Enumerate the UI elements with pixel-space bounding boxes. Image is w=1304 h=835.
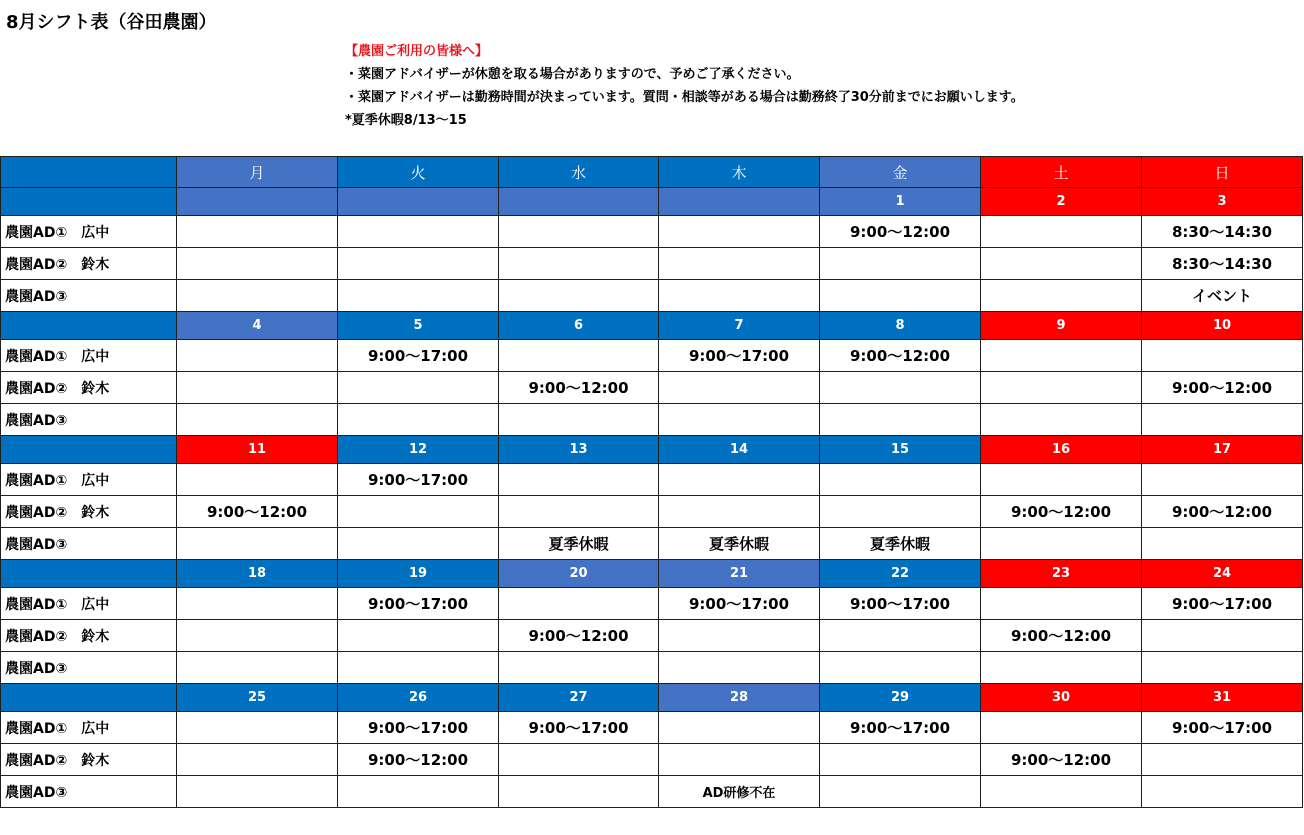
shift-cell: 9:00〜17:00: [659, 588, 820, 620]
shift-cell: [820, 248, 981, 280]
date-row-label-cell: [1, 436, 177, 464]
shift-cell: [981, 248, 1142, 280]
shift-cell: [981, 464, 1142, 496]
shift-cell: 8:30〜14:30: [1142, 248, 1303, 280]
staff-name-cell: 農園AD② 鈴木: [1, 744, 177, 776]
shift-cell: [499, 248, 659, 280]
shift-cell: [659, 652, 820, 684]
shift-cell: 9:00〜17:00: [659, 340, 820, 372]
shift-cell: [338, 248, 499, 280]
shift-cell: [981, 588, 1142, 620]
date-cell: 26: [338, 684, 499, 712]
staff-row: [1, 464, 1303, 496]
shift-cell: [659, 404, 820, 436]
shift-cell: 9:00〜12:00: [499, 372, 659, 404]
date-row-label-cell: [1, 188, 177, 216]
shift-cell: 9:00〜12:00: [338, 744, 499, 776]
shift-cell: [820, 496, 981, 528]
date-cell: [177, 188, 338, 216]
staff-row: [1, 652, 1303, 684]
weekday-header: 金: [820, 157, 981, 188]
shift-cell: イベント: [1142, 280, 1303, 312]
shift-cell: [177, 216, 338, 248]
shift-cell: [659, 248, 820, 280]
page-title: 8月シフト表（谷田農園）: [6, 12, 217, 33]
shift-cell: AD研修不在: [659, 776, 820, 808]
weekday-header: 土: [981, 157, 1142, 188]
staff-name-cell: 農園AD① 広中: [1, 464, 177, 496]
shift-cell: [338, 620, 499, 652]
shift-cell: [338, 216, 499, 248]
notice-line-hours: ・菜園アドバイザーは勤務時間が決まっています。質問・相談等がある場合は勤務終了30分前までにお願いします。: [345, 90, 1024, 105]
date-row-label-cell: [1, 560, 177, 588]
date-cell: 27: [499, 684, 659, 712]
staff-row: [1, 372, 1303, 404]
staff-name-cell: 農園AD② 鈴木: [1, 620, 177, 652]
date-row-label-cell: [1, 684, 177, 712]
notice-heading: 【農園ご利用の皆様へ】: [345, 44, 489, 59]
shift-cell: 9:00〜12:00: [1142, 496, 1303, 528]
staff-name-cell: 農園AD② 鈴木: [1, 496, 177, 528]
shift-cell: [659, 464, 820, 496]
shift-cell: [1142, 340, 1303, 372]
date-cell: 10: [1142, 312, 1303, 340]
shift-cell: [981, 652, 1142, 684]
shift-cell: [820, 620, 981, 652]
shift-cell: 9:00〜12:00: [981, 496, 1142, 528]
shift-cell: [659, 216, 820, 248]
shift-cell: [981, 404, 1142, 436]
shift-cell: 9:00〜17:00: [338, 588, 499, 620]
staff-row: [1, 404, 1303, 436]
shift-cell: [659, 744, 820, 776]
staff-row: [1, 280, 1303, 312]
date-cell: 31: [1142, 684, 1303, 712]
date-cell: 4: [177, 312, 338, 340]
staff-name-cell: 農園AD③: [1, 652, 177, 684]
date-cell: 11: [177, 436, 338, 464]
staff-row: [1, 620, 1303, 652]
weekday-header: 水: [499, 157, 659, 188]
shift-cell: [981, 372, 1142, 404]
shift-cell: [177, 280, 338, 312]
shift-cell: [499, 464, 659, 496]
date-cell: 16: [981, 436, 1142, 464]
shift-cell: [820, 744, 981, 776]
shift-cell: [820, 280, 981, 312]
shift-cell: [1142, 464, 1303, 496]
shift-cell: [499, 496, 659, 528]
shift-cell: [499, 588, 659, 620]
weekday-header: 日: [1142, 157, 1303, 188]
staff-row: [1, 588, 1303, 620]
date-cell: 5: [338, 312, 499, 340]
date-cell: 24: [1142, 560, 1303, 588]
staff-row: [1, 340, 1303, 372]
staff-row: [1, 776, 1303, 808]
date-cell: 23: [981, 560, 1142, 588]
date-cell: 18: [177, 560, 338, 588]
shift-cell: 9:00〜17:00: [499, 712, 659, 744]
shift-cell: [499, 340, 659, 372]
date-cell: 13: [499, 436, 659, 464]
shift-cell: [981, 776, 1142, 808]
notice-line-break: ・菜園アドバイザーが休憩を取る場合がありますので、予めご了承ください。: [345, 67, 800, 82]
staff-name-cell: 農園AD① 広中: [1, 340, 177, 372]
shift-cell: [820, 372, 981, 404]
shift-cell: [499, 280, 659, 312]
shift-cell: [820, 404, 981, 436]
weekday-header-row: [1, 157, 1303, 188]
shift-cell: [177, 248, 338, 280]
shift-cell: [499, 776, 659, 808]
weekday-header: 月: [177, 157, 338, 188]
staff-row: [1, 528, 1303, 560]
date-cell: 14: [659, 436, 820, 464]
staff-name-cell: 農園AD③: [1, 404, 177, 436]
date-cell: [338, 188, 499, 216]
shift-cell: 9:00〜17:00: [338, 712, 499, 744]
shift-cell: [177, 340, 338, 372]
staff-name-cell: 農園AD② 鈴木: [1, 248, 177, 280]
date-cell: 22: [820, 560, 981, 588]
shift-cell: [177, 652, 338, 684]
shift-cell: 9:00〜17:00: [1142, 712, 1303, 744]
date-cell: 29: [820, 684, 981, 712]
shift-cell: [177, 404, 338, 436]
shift-cell: [659, 372, 820, 404]
date-cell: 19: [338, 560, 499, 588]
staff-name-cell: 農園AD③: [1, 280, 177, 312]
shift-cell: 9:00〜17:00: [338, 464, 499, 496]
staff-row: [1, 744, 1303, 776]
shift-cell: 夏季休暇: [820, 528, 981, 560]
shift-cell: [499, 744, 659, 776]
shift-cell: 9:00〜12:00: [499, 620, 659, 652]
date-row: [1, 436, 1303, 464]
shift-cell: 9:00〜17:00: [1142, 588, 1303, 620]
shift-cell: [1142, 528, 1303, 560]
shift-cell: [338, 404, 499, 436]
shift-cell: [981, 528, 1142, 560]
shift-cell: [338, 528, 499, 560]
shift-cell: [177, 588, 338, 620]
shift-cell: 夏季休暇: [659, 528, 820, 560]
shift-cell: [659, 712, 820, 744]
staff-row: [1, 496, 1303, 528]
shift-cell: [338, 776, 499, 808]
shift-cell: 9:00〜17:00: [820, 588, 981, 620]
shift-cell: [981, 280, 1142, 312]
shift-cell: 9:00〜12:00: [981, 744, 1142, 776]
staff-row: [1, 248, 1303, 280]
weekday-header: 木: [659, 157, 820, 188]
shift-cell: [820, 652, 981, 684]
shift-cell: [820, 464, 981, 496]
staff-name-cell: 農園AD① 広中: [1, 712, 177, 744]
shift-cell: [1142, 776, 1303, 808]
date-cell: 17: [1142, 436, 1303, 464]
staff-name-cell: 農園AD② 鈴木: [1, 372, 177, 404]
shift-cell: [499, 216, 659, 248]
shift-cell: [338, 372, 499, 404]
date-cell: [659, 188, 820, 216]
date-cell: 7: [659, 312, 820, 340]
shift-cell: [981, 216, 1142, 248]
shift-cell: [981, 340, 1142, 372]
shift-cell: [338, 496, 499, 528]
shift-cell: [177, 776, 338, 808]
staff-name-cell: 農園AD① 広中: [1, 588, 177, 620]
shift-cell: [981, 712, 1142, 744]
notice-block: [345, 40, 1024, 132]
date-cell: 8: [820, 312, 981, 340]
date-cell: 15: [820, 436, 981, 464]
staff-row: [1, 712, 1303, 744]
staff-name-cell: 農園AD① 広中: [1, 216, 177, 248]
staff-row: [1, 216, 1303, 248]
shift-cell: [177, 464, 338, 496]
date-row: [1, 560, 1303, 588]
shift-cell: [177, 372, 338, 404]
shift-cell: [659, 620, 820, 652]
shift-cell: [177, 712, 338, 744]
shift-cell: [177, 620, 338, 652]
shift-cell: [1142, 652, 1303, 684]
date-cell: 6: [499, 312, 659, 340]
shift-cell: [659, 280, 820, 312]
date-cell: 2: [981, 188, 1142, 216]
date-cell: 9: [981, 312, 1142, 340]
shift-cell: [1142, 620, 1303, 652]
shift-cell: 8:30〜14:30: [1142, 216, 1303, 248]
shift-cell: [499, 652, 659, 684]
shift-cell: [1142, 404, 1303, 436]
shift-cell: [177, 744, 338, 776]
shift-cell: 9:00〜17:00: [820, 712, 981, 744]
date-cell: 3: [1142, 188, 1303, 216]
shift-cell: 9:00〜12:00: [1142, 372, 1303, 404]
shift-cell: 夏季休暇: [499, 528, 659, 560]
shift-cell: 9:00〜12:00: [820, 340, 981, 372]
weekday-header: 火: [338, 157, 499, 188]
shift-cell: [659, 496, 820, 528]
shift-cell: [338, 280, 499, 312]
date-row-label-cell: [1, 312, 177, 340]
date-cell: 20: [499, 560, 659, 588]
date-cell: 12: [338, 436, 499, 464]
date-row: [1, 188, 1303, 216]
staff-name-cell: 農園AD③: [1, 776, 177, 808]
shift-cell: [499, 404, 659, 436]
date-cell: 30: [981, 684, 1142, 712]
staff-name-cell: 農園AD③: [1, 528, 177, 560]
date-cell: [499, 188, 659, 216]
shift-cell: 9:00〜12:00: [981, 620, 1142, 652]
corner-cell: [1, 157, 177, 188]
notice-line-summer-holiday: *夏季休暇8/13〜15: [345, 113, 467, 128]
shift-cell: [177, 528, 338, 560]
shift-cell: [820, 776, 981, 808]
date-cell: 28: [659, 684, 820, 712]
shift-cell: 9:00〜12:00: [820, 216, 981, 248]
date-cell: 1: [820, 188, 981, 216]
shift-cell: 9:00〜17:00: [338, 340, 499, 372]
date-cell: 21: [659, 560, 820, 588]
shift-cell: 9:00〜12:00: [177, 496, 338, 528]
date-row: [1, 312, 1303, 340]
date-row: [1, 684, 1303, 712]
shift-cell: [338, 652, 499, 684]
date-cell: 25: [177, 684, 338, 712]
shift-table: [0, 156, 1303, 808]
shift-cell: [1142, 744, 1303, 776]
